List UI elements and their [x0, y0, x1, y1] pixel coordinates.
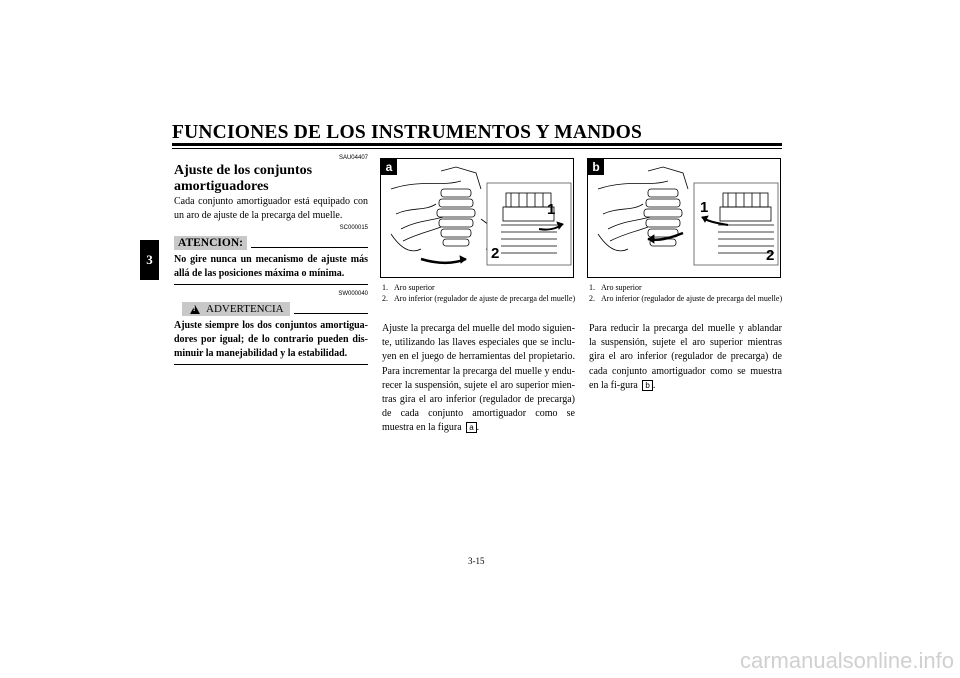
figure-b [587, 158, 781, 278]
figure-a-description: Ajuste la precarga del muelle del modo siguien-te, utilizando las llaves especiales que se inclu-yen en el juego de herramientas del propietario. Para incrementar la precarga del muelle y endu-recer la suspensión, sujete el aro superior mien-tras gira el aro inferior (regulador de precarga) de cada conjunto amortiguador como se muestra en la figura a . [382, 323, 575, 434]
section-intro: Cada conjunto amortiguador está equipado con un aro de ajuste de la precarga del muelle. [174, 196, 368, 221]
figure-a-illustration [381, 159, 574, 278]
warning-badge [182, 302, 290, 316]
caption-item: 1. Aro superior [589, 283, 642, 292]
header-rule [172, 143, 782, 146]
figure-ref-a: a [466, 422, 476, 433]
chapter-tab: 3 [140, 240, 159, 280]
section-title: Ajuste de los conjuntos amortiguadores [174, 163, 313, 194]
figure-a-callout-1: 1 [547, 201, 556, 218]
warning-triangle-icon: ! [190, 305, 200, 314]
caption-item: 1. Aro superior [382, 283, 435, 292]
figure-b-callout-2: 2 [766, 247, 775, 264]
caution-badge: ATENCION: [174, 236, 247, 250]
figure-b-description: Para reducir la precarga del muelle y ablandar la suspensión, sujete el aro superior mientras gira el aro inferior (regulador de precarga) de cada conjunto amortiguador como se muestra en la fi-gura b . [589, 323, 782, 391]
warning-code: SW000040 [338, 291, 368, 297]
page-header-title: FUNCIONES DE LOS INSTRUMENTOS Y MANDOS [172, 122, 643, 143]
caution-text: No gire nunca un mecanismo de ajuste más allá de las posiciones máxima o mínima. [174, 254, 368, 279]
warning-label: ADVERTENCIA [206, 303, 284, 315]
figure-b-callout-1: 1 [700, 199, 709, 216]
header-rule-thin [172, 148, 782, 149]
warning-text: Ajuste siempre los dos conjuntos amortigua-dores por igual; de lo contrario pueden dis-minuir la manejabilidad y la estabilidad. [174, 320, 368, 359]
figure-b-letter: b [588, 159, 604, 175]
caption-item: 2. Aro inferior (regulador de ajuste de precarga del muelle) [382, 293, 576, 303]
watermark: carmanualsonline.info [739, 648, 954, 673]
figure-a [380, 158, 574, 278]
warning-header [174, 302, 368, 316]
warning-end-rule [174, 364, 368, 365]
left-column [174, 155, 368, 365]
caution-code: SC000015 [339, 225, 368, 231]
caution-end-rule [174, 284, 368, 285]
warning-rule [294, 313, 368, 314]
figure-ref-b: b [642, 380, 652, 391]
caution-header [174, 236, 368, 250]
figure-a-letter: a [381, 159, 397, 175]
figure-b-illustration [588, 159, 781, 278]
figure-a-callout-2: 2 [491, 245, 500, 262]
figure-b-caption [589, 283, 783, 304]
figure-a-caption [382, 283, 576, 304]
caution-rule [251, 247, 368, 248]
caption-item: 2. Aro inferior (regulador de ajuste de precarga del muelle) [589, 293, 783, 303]
section-code: SAU04407 [338, 155, 368, 161]
page-number: 3-15 [468, 556, 485, 566]
